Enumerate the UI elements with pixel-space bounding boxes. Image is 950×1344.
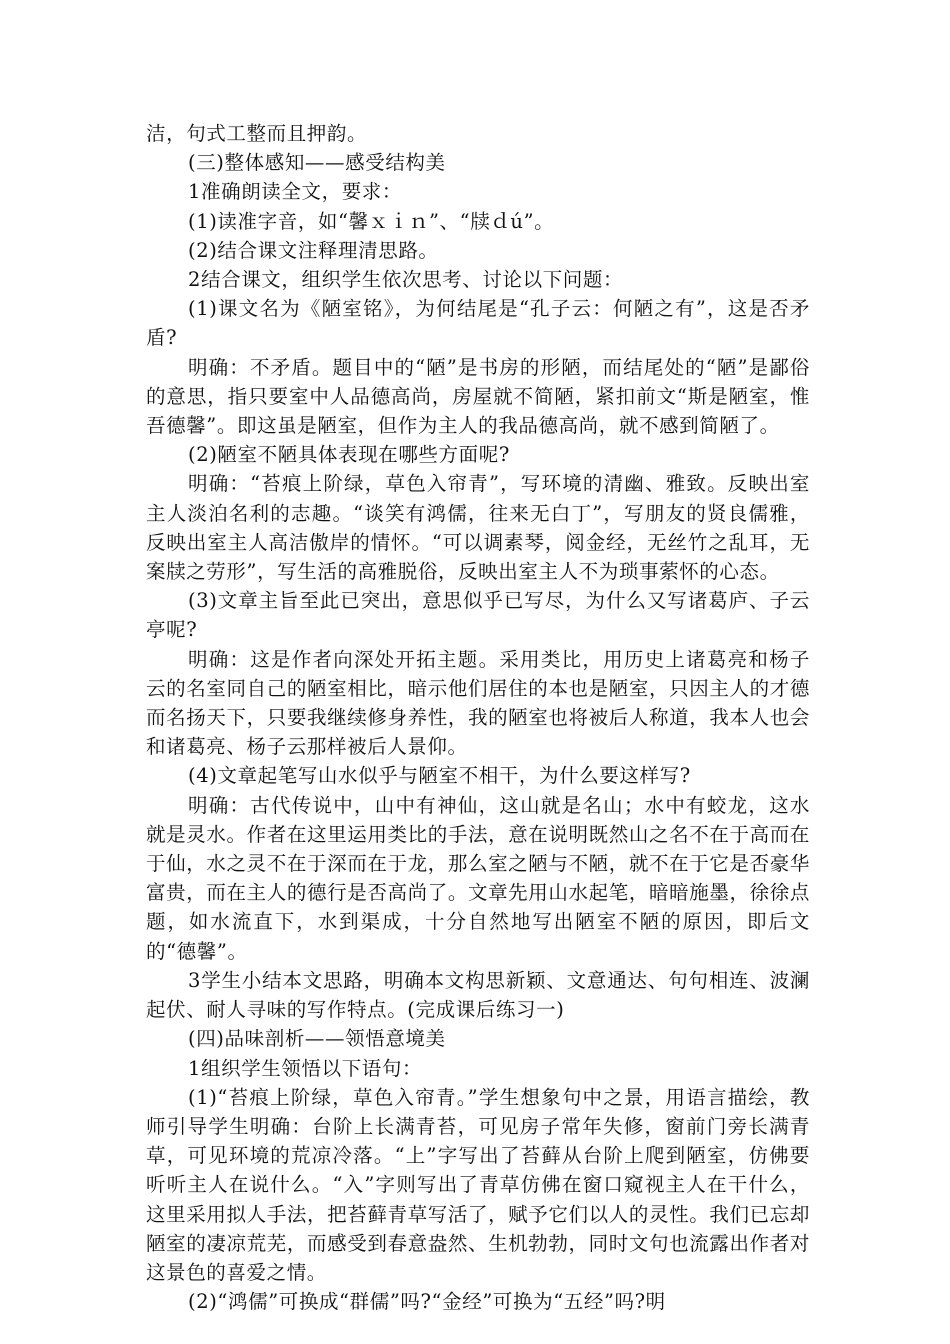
question: (2)陋室不陋具体表现在哪些方面呢? xyxy=(188,443,510,467)
question: (1)课文名为《陋室铭》，为何结尾是“孔子云：何陋之有”，这是否矛盾? xyxy=(146,297,810,350)
answer: 明确：“苔痕上阶绿，草色入帘青”，写环境的清幽、雅致。反映出室主人淡泊名利的志趣。“谈笑有鸿儒，往来无白丁”，写朋友的贤良儒雅，反映出室主人高洁傲岸的情怀。“可以调素琴，阅金经，无丝竹之乱耳，无案牍之劳形”，写生活的高雅脱俗，反映出室主人不为琐事萦怀的心态。 xyxy=(146,472,810,584)
paragraph: (1)“苔痕上阶绿，草色入帘青。”学生想象句中之景，用语言描绘，教师引导学生明确：台阶上长满青苔，可见房子常年失修，窗前门旁长满青草，可见环境的荒凉冷落。“上”字写出了苔藓从台阶上爬到陋室，仿佛要听听主人在说什么。“入”字则写出了青草仿佛在窗口窥视主人在干什么，这里采用拟人手法，把苔藓青草写活了，赋予它们以人的灵性。我们已忘却陋室的凄凉荒芜，而感受到春意盎然、生机勃勃，同时文句也流露出作者对这景色的喜爱之情。 xyxy=(146,1085,810,1284)
paragraph: 3学生小结本文思路，明确本文构思新颖、文意通达、句句相连、波澜起伏、耐人寻味的写作特点。(完成课后练习一) xyxy=(146,968,810,1022)
section-heading: (四)品味剖析——领悟意境美 xyxy=(188,1027,446,1051)
question: (4)文章起笔写山水似乎与陋室不相干，为什么要这样写? xyxy=(188,764,691,788)
section-heading: (三)整体感知——感受结构美 xyxy=(188,151,446,175)
paragraph: (2)“鸿儒”可换成“群儒”吗?“金经”可换为“五经”吗?明 xyxy=(188,1290,666,1314)
paragraph: (2)结合课文注释理清思路。 xyxy=(188,238,439,262)
paragraph: 1准确朗读全文，要求： xyxy=(188,180,403,204)
answer: 明确：这是作者向深处开拓主题。采用类比，用历史上诸葛亮和杨子云的名室同自己的陋室相比，暗示他们居住的本也是陋室，只因主人的才德而名扬天下，只要我继续修身养性，我的陋室也将被后人称道，我本人也会和诸葛亮、杨子云那样被后人景仰。 xyxy=(146,647,810,759)
paragraph: 2结合课文，组织学生依次思考、讨论以下问题： xyxy=(188,268,624,292)
paragraph: 洁，句式工整而且押韵。 xyxy=(146,122,368,145)
paragraph: (1)读准字音，如“馨ｘｉｎ”、“牍ｄú”。 xyxy=(188,209,555,233)
paragraph: 1组织学生领悟以下语句： xyxy=(188,1056,423,1080)
document-body xyxy=(146,119,810,1316)
answer: 明确：古代传说中，山中有神仙，这山就是名山；水中有蛟龙，这水就是灵水。作者在这里运用类比的手法，意在说明既然山之名不在于高而在于仙，水之灵不在于深而在于龙，那么室之陋与不陋，就不在于它是否豪华富贵，而在主人的德行是否高尚了。文章先用山水起笔，暗暗施墨，徐徐点题，如水流直下，水到渠成，十分自然地写出陋室不陋的原因，即后文的“德馨”。 xyxy=(146,793,810,963)
answer: 明确：不矛盾。题目中的“陋”是书房的形陋，而结尾处的“陋”是鄙俗的意思，指只要室中人品德高尚，房屋就不简陋，紧扣前文“斯是陋室，惟吾德馨”。即这虽是陋室，但作为主人的我品德高尚，就不感到简陋了。 xyxy=(146,355,810,438)
question: (3)文章主旨至此已突出，意思似乎已写尽，为什么又写诸葛庐、子云亭呢? xyxy=(146,589,810,642)
